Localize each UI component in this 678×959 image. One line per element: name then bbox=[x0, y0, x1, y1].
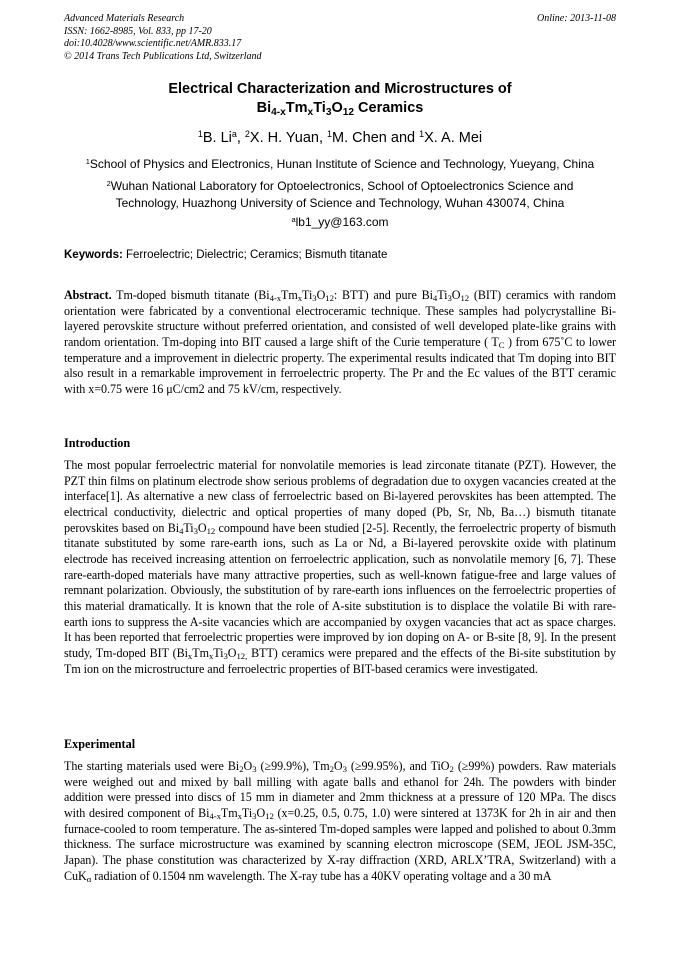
doi-line: doi:10.4028/www.scientific.net/AMR.833.17 bbox=[64, 38, 242, 50]
online-date: Online: 2013-11-08 bbox=[537, 13, 616, 24]
affiliation-2: $^2$Wuhan National Laboratory for Optoelectronics, School of Optoelectronics Science and Technology, Huazhong University of Science and Technology, Wuhan 430074, China bbox=[106, 178, 574, 210]
author-name: X. A. Mei bbox=[424, 130, 483, 146]
author-name: M. Chen bbox=[332, 130, 387, 146]
experimental-heading: Experimental bbox=[64, 737, 136, 751]
author-name: X. H. Yuan bbox=[249, 130, 319, 146]
abstract: Abstract. Tm-doped bismuth titanate ($Bi_{4-x}Tm_xTi_3O_{12}$: BTT) and pure $Bi_4Ti_3O_{12}$ (BIT) ceramics with random orientation were fabricated by a conventional electroceramic technique. These samples had polycrystalline Bi-layered perovskite structure without preferred orientation, and consisted of well developed plate-like grains with random orientation. Tm-doping into BIT caused a large shift of the Curie temperature ( $T_C$ ) from 675˚C to lower temperature and a improvement in dielectric property. The experimental results indicated that Tm doping into BIT also result in a remarkable improvement in ferroelectric property. The Pr and the Ec values of the BTT ceramic with x=0.75 were 16 μC/cm2 and 75 kV/cm, respectively. bbox=[64, 288, 616, 396]
experimental-text: The starting materials used were $Bi_2O_3$ (≥99.9%), $Tm_2O_3$ (≥99.95%), and TiO$_2$ (≥99%) powders. Raw materials were weighed out and mixed by ball milling with agate balls and ethanol for 24h. The powders with binder addition were pressed into discs of 15 mm in diameter and 2mm thickness at a pressure of 120 MPa. The discs with desired component of $Bi_{4-x}Tm_xTi_3O_{12}$ (x=0.25, 0.5, 0.75, 1.0) were sintered at 1373K for 2h in air and then furnace-cooled to room temperature. The as-sintered Tm-doped samples were lapped and polished to about 0.3mm thickness. The surface microstructure was examined by scanning electron microscope (SEM, JEOL JSM-35C, Japan). The phase constitution was characterized by X-ray diffraction (XRD, ARLX’TRA, Switzerland) with a CuK$_\alpha$ radiation of 0.1504 nm wavelength. The X-ray tube has a 40KV operating voltage and a 30 mA bbox=[64, 759, 616, 884]
introduction-text: The most popular ferroelectric material for nonvolatile memories is lead zirconate titanate (PZT). However, the PZT thin films on platinum electrode show serious problems of degradation due to oxygen vacancies created at the interface[1]. As alternative a new class of ferroelectric based on Bi-layered perovskites has been attempted. The electrical conductivity, dielectric and optical properties of many doped (Pb, Sr, Nb, Ba…) bismuth titanate perovskites based on $Bi_4Ti_3O_{12}$ compound have been studied [2-5]. Recently, the ferroelectric property of bismuth titanate substituted by some rare-earth ions, such as La or Nd, a Bi-layered perovskite oxide with platinum electrode has received increasing attention on ferroelectric application, such as nonvolatile memory [6, 7]. These rare-earth-doped materials have many attractive properties, such as well-known fatigue-free and large values of remnant polarization. Obviously, the substitution of by rare-earth ions influences on the ferroelectric properties of this material dramatically. It is known that the role of A-site substitution is to displace the volatile Bi with rare-earth ions to suppress the A-site vacancies which are accompanied by oxygen vacancies that act as space charges. It has been reported that ferroelectric properties were improved by ion doping on A- or B-site [8, 9]. In the present study, Tm-doped BIT ($Bi_xTm_xTi_3O_{12,}$ BTT) ceramics were prepared and the effects of the Bi-site substitution by Tm ion on the microstructure and ferroelectric properties of BIT-based ceramics were investigated. bbox=[64, 458, 616, 676]
author-name: B. Li bbox=[202, 130, 232, 146]
author-list: $^1$B. Li$^a$, $^2$X. H. Yuan, $^1$M. Chen and $^1$X. A. Mei bbox=[197, 129, 483, 146]
paper-title bbox=[64, 80, 616, 118]
journal-header bbox=[64, 13, 616, 63]
keywords-label: Keywords: bbox=[64, 249, 123, 261]
copyright-line: © 2014 Trans Tech Publications Ltd, Switzerland bbox=[64, 50, 262, 62]
abstract-label: Abstract. bbox=[64, 288, 112, 302]
title-line-1: Electrical Characterization and Microstructures of bbox=[168, 81, 512, 97]
title-line-2: $Bi_{4-x}Tm_xTi_3O_{12}$ Ceramics bbox=[256, 100, 424, 118]
issn-line: ISSN: 1662-8985, Vol. 833, pp 17-20 bbox=[64, 25, 212, 37]
author-email: $^a$lb1_yy@163.com bbox=[291, 214, 389, 229]
keywords: Keywords: Ferroelectric; Dielectric; Ceramics; Bismuth titanate bbox=[64, 249, 388, 261]
journal-name: Advanced Materials Research bbox=[64, 13, 185, 24]
introduction-heading: Introduction bbox=[64, 436, 131, 450]
affiliation-1: $^1$School of Physics and Electronics, Hunan Institute of Science and Technology, Yueyang, China bbox=[85, 156, 595, 171]
